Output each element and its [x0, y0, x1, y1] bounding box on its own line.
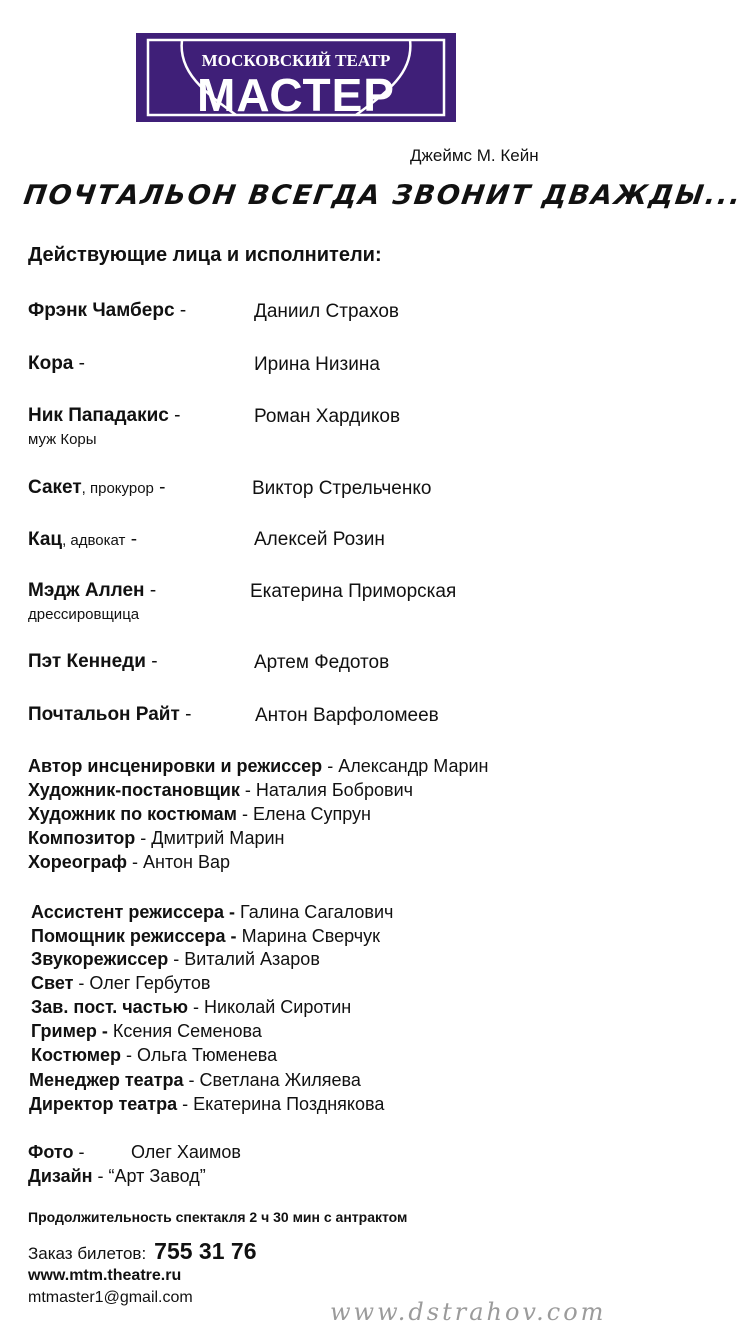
cast-actor: Даниил Страхов — [254, 301, 400, 322]
cast-actor: Алексей Розин — [254, 529, 385, 550]
role-note: , прокурор — [81, 480, 154, 497]
role-name: Мэдж Аллен — [28, 580, 145, 601]
author: Джеймс М. Кейн — [410, 146, 539, 165]
logo-main-text: МАСТЕР — [197, 69, 395, 121]
crew-sep: - — [73, 973, 90, 993]
crew-name: Наталия Бобрович — [255, 780, 414, 800]
crew-role: Композитор — [28, 828, 136, 848]
cast-role — [28, 704, 191, 726]
role-dash: - — [78, 353, 85, 374]
tickets — [28, 1238, 257, 1265]
crew-line — [31, 926, 380, 947]
role-dash: - — [179, 300, 187, 321]
crew-line — [31, 1045, 277, 1066]
crew-name: Олег Гербутов — [89, 973, 211, 993]
role-name: Сакет — [28, 477, 82, 498]
crew-sep: - — [187, 997, 204, 1017]
crew-role: Зав. пост. частью — [31, 997, 188, 1017]
crew-name: Виталий Азаров — [184, 949, 320, 969]
crew-line — [28, 804, 371, 825]
credit-line — [28, 1166, 206, 1187]
crew-name: Светлана Жиляева — [199, 1070, 361, 1090]
role-note: , адвокат — [62, 532, 126, 549]
role-dash: - — [151, 651, 158, 672]
crew-line — [28, 756, 488, 777]
duration: Продолжительность спектакля 2 ч 30 мин с антрактом — [28, 1209, 408, 1225]
crew-name: Николай Сиротин — [203, 997, 352, 1017]
cast-role — [28, 477, 166, 499]
crew-name: Елена Супрун — [253, 804, 371, 824]
crew-role: Звукорежиссер — [31, 949, 169, 969]
crew-sep: - — [322, 756, 339, 776]
crew-role: Гример - — [31, 1021, 108, 1041]
crew-name: Александр Марин — [338, 756, 489, 776]
cast-role — [28, 353, 85, 375]
cast-actor: Антон Варфоломеев — [255, 705, 439, 726]
crew-line — [29, 1070, 361, 1091]
role-name: Фрэнк Чамберс — [28, 300, 175, 321]
crew-line — [28, 780, 413, 801]
crew-sep: - — [177, 1094, 194, 1114]
crew-role: Костюмер — [31, 1045, 122, 1065]
crew-line — [31, 949, 320, 970]
role-dash: - — [185, 704, 192, 725]
crew-role: Автор инсценировки и режиссер — [28, 756, 323, 776]
cast-actor: Виктор Стрельченко — [252, 478, 432, 499]
role-name: Пэт Кеннеди — [28, 651, 146, 672]
credit-name: “Арт Завод” — [108, 1166, 206, 1186]
crew-name: Ксения Семенова — [112, 1021, 262, 1041]
crew-name: Марина Сверчук — [241, 926, 381, 946]
theatre-logo — [136, 33, 456, 122]
crew-name: Екатерина Позднякова — [193, 1094, 385, 1114]
role-subtitle: дрессировщица — [28, 606, 140, 623]
role-dash: - — [130, 529, 138, 550]
role-name: Почтальон Райт — [28, 704, 180, 725]
role-dash: - — [149, 580, 157, 601]
cast-role — [28, 651, 158, 673]
role-subtitle: муж Коры — [28, 431, 97, 448]
crew-sep: - — [168, 949, 185, 969]
crew-role: Художник-постановщик — [28, 780, 240, 800]
crew-role: Свет — [31, 973, 74, 993]
crew-line — [29, 1094, 384, 1115]
role-name: Кора — [28, 353, 74, 374]
crew-line — [31, 1021, 262, 1042]
crew-role: Ассистент режиссера - — [31, 902, 236, 922]
cast-role — [28, 300, 186, 322]
crew-line — [28, 852, 230, 873]
cast-role — [28, 405, 180, 427]
crew-sep: - — [121, 1045, 138, 1065]
cast-heading: Действующие лица и исполнители: — [28, 244, 382, 266]
cast-actor: Артем Федотов — [254, 652, 390, 673]
crew-name: Галина Сагалович — [240, 902, 394, 922]
crew-name: Дмитрий Марин — [151, 828, 285, 848]
crew-name: Ольга Тюменева — [137, 1045, 278, 1065]
crew-sep: - — [183, 1070, 200, 1090]
crew-sep: - — [237, 804, 253, 824]
crew-line — [28, 828, 284, 849]
tickets-phone: 755 31 76 — [154, 1238, 257, 1264]
play-title: ПОЧТАЛЬОН ВСЕГДА ЗВОНИТ ДВАЖДЫ... — [21, 180, 744, 211]
logo-top-text: МОСКОВСКИЙ ТЕАТР — [201, 51, 391, 70]
email-link[interactable]: mtmaster1@gmail.com — [28, 1289, 193, 1306]
cast-actor: Роман Хардиков — [254, 406, 401, 427]
cast-role — [28, 529, 137, 551]
role-dash: - — [174, 405, 181, 426]
credit-role-text: Дизайн — [28, 1166, 93, 1186]
watermark: www.dstrahov.com — [330, 1298, 607, 1326]
crew-role: Помощник режиссера - — [31, 926, 237, 946]
crew-line — [31, 973, 210, 994]
credit-role — [28, 1142, 84, 1163]
cast-role — [28, 580, 156, 602]
crew-sep: - — [135, 828, 152, 848]
crew-role: Менеджер театра — [29, 1070, 184, 1090]
cast-actor: Ирина Низина — [254, 354, 380, 375]
crew-role: Хореограф — [28, 852, 128, 872]
crew-role: Директор театра — [29, 1094, 178, 1114]
crew-name: Антон Вар — [143, 852, 230, 872]
crew-line — [31, 902, 393, 923]
credit-role-text: Фото — [28, 1142, 74, 1162]
role-dash: - — [159, 477, 166, 498]
tickets-label: Заказ билетов: — [28, 1244, 147, 1263]
logo-graphic — [136, 33, 456, 122]
role-name: Кац — [28, 529, 63, 550]
crew-line — [31, 997, 351, 1018]
credit-sep: - — [92, 1166, 109, 1186]
cast-actor: Екатерина Приморская — [250, 581, 457, 602]
crew-role: Художник по костюмам — [28, 804, 237, 824]
crew-sep: - — [127, 852, 144, 872]
role-name: Ник Пападакис — [28, 405, 169, 426]
website-link[interactable]: www.mtm.theatre.ru — [28, 1267, 182, 1284]
credit-name: Олег Хаимов — [131, 1142, 241, 1162]
crew-sep: - — [239, 780, 256, 800]
credit-sep: - — [73, 1142, 85, 1162]
